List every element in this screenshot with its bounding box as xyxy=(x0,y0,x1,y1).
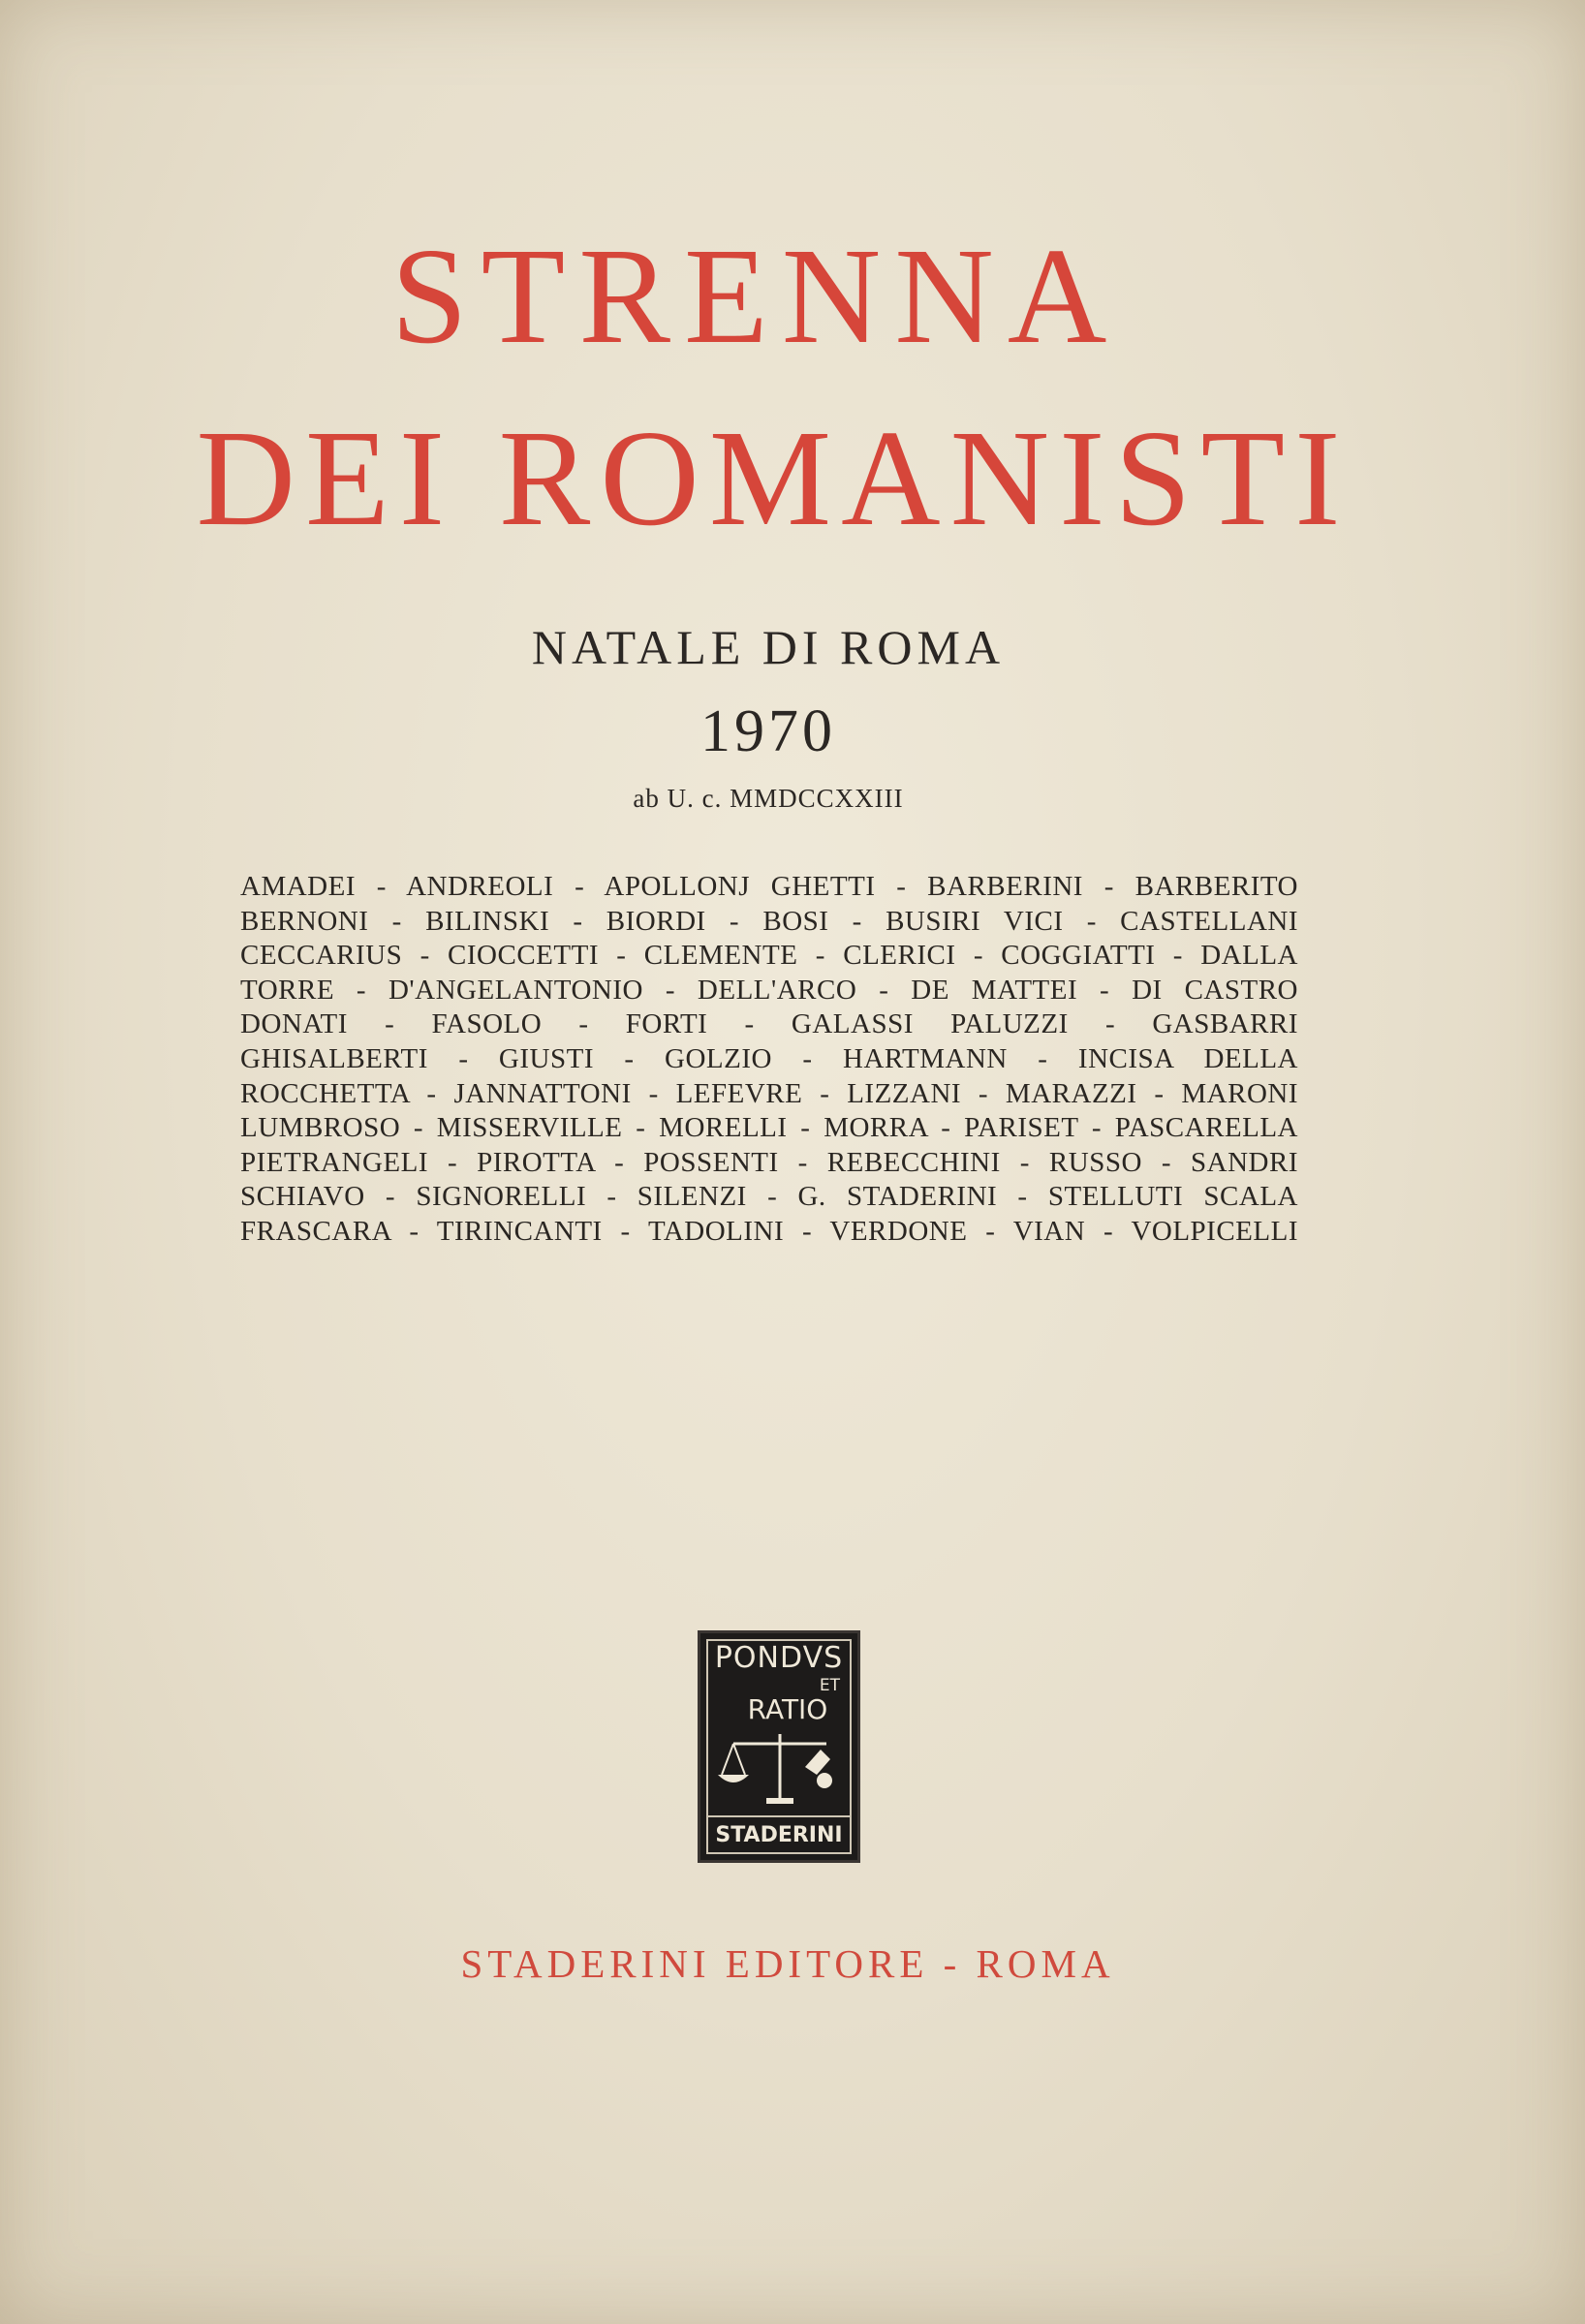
printer-mark-logo xyxy=(698,1630,860,1863)
publisher-imprint: STADERINI EDITORE - ROMA xyxy=(460,1941,1115,1986)
authors-line: PIETRANGELI - PIROTTA - POSSENTI - REBECCHINI - RUSSO - SANDRI xyxy=(240,1146,1298,1178)
authors-line: TORRE - D'ANGELANTONIO - DELL'ARCO - DE MATTEI - DI CASTRO xyxy=(240,974,1298,1006)
authors-line: DONATI - FASOLO - FORTI - GALASSI PALUZZI - GASBARRI xyxy=(240,1008,1298,1040)
authors-line: CECCARIUS - CIOCCETTI - CLEMENTE - CLERICI - COGGIATTI - DALLA xyxy=(240,940,1298,972)
authors-line: LUMBROSO - MISSERVILLE - MORELLI - MORRA - PARISET - PASCARELLA xyxy=(240,1112,1298,1144)
title-line-1: STRENNA xyxy=(390,219,1121,372)
authors-line: AMADEI - ANDREOLI - APOLLONJ GHETTI - BARBERINI - BARBERITO xyxy=(240,871,1298,902)
balance-scale-icon xyxy=(712,1730,848,1808)
printer-mark-motto-top: PONDVS xyxy=(714,1641,844,1675)
authors-line: FRASCARA - TIRINCANTI - TADOLINI - VERDONE - VIAN - VOLPICELLI xyxy=(240,1215,1298,1247)
subtitle: NATALE DI ROMA xyxy=(531,620,1006,674)
authors-line: SCHIAVO - SIGNORELLI - SILENZI - G. STADERINI - STELLUTI SCALA xyxy=(240,1181,1298,1213)
authors-line: GHISALBERTI - GIUSTI - GOLZIO - HARTMANN - INCISA DELLA xyxy=(240,1042,1298,1074)
printer-mark-name: STADERINI xyxy=(706,1815,852,1854)
year: 1970 xyxy=(700,698,836,764)
ab-urbe-condita: ab U. c. MMDCCXXIII xyxy=(633,784,904,813)
authors-list xyxy=(240,870,1298,1250)
printer-mark-motto-middle: ET xyxy=(819,1676,840,1695)
authors-line: ROCCHETTA - JANNATTONI - LEFEVRE - LIZZANI - MARAZZI - MARONI xyxy=(240,1077,1298,1109)
printer-mark-motto-bottom: RATIO xyxy=(747,1693,828,1725)
title-line-2: DEI ROMANISTI xyxy=(196,401,1351,554)
authors-line: BERNONI - BILINSKI - BIORDI - BOSI - BUSIRI VICI - CASTELLANI xyxy=(240,905,1298,937)
